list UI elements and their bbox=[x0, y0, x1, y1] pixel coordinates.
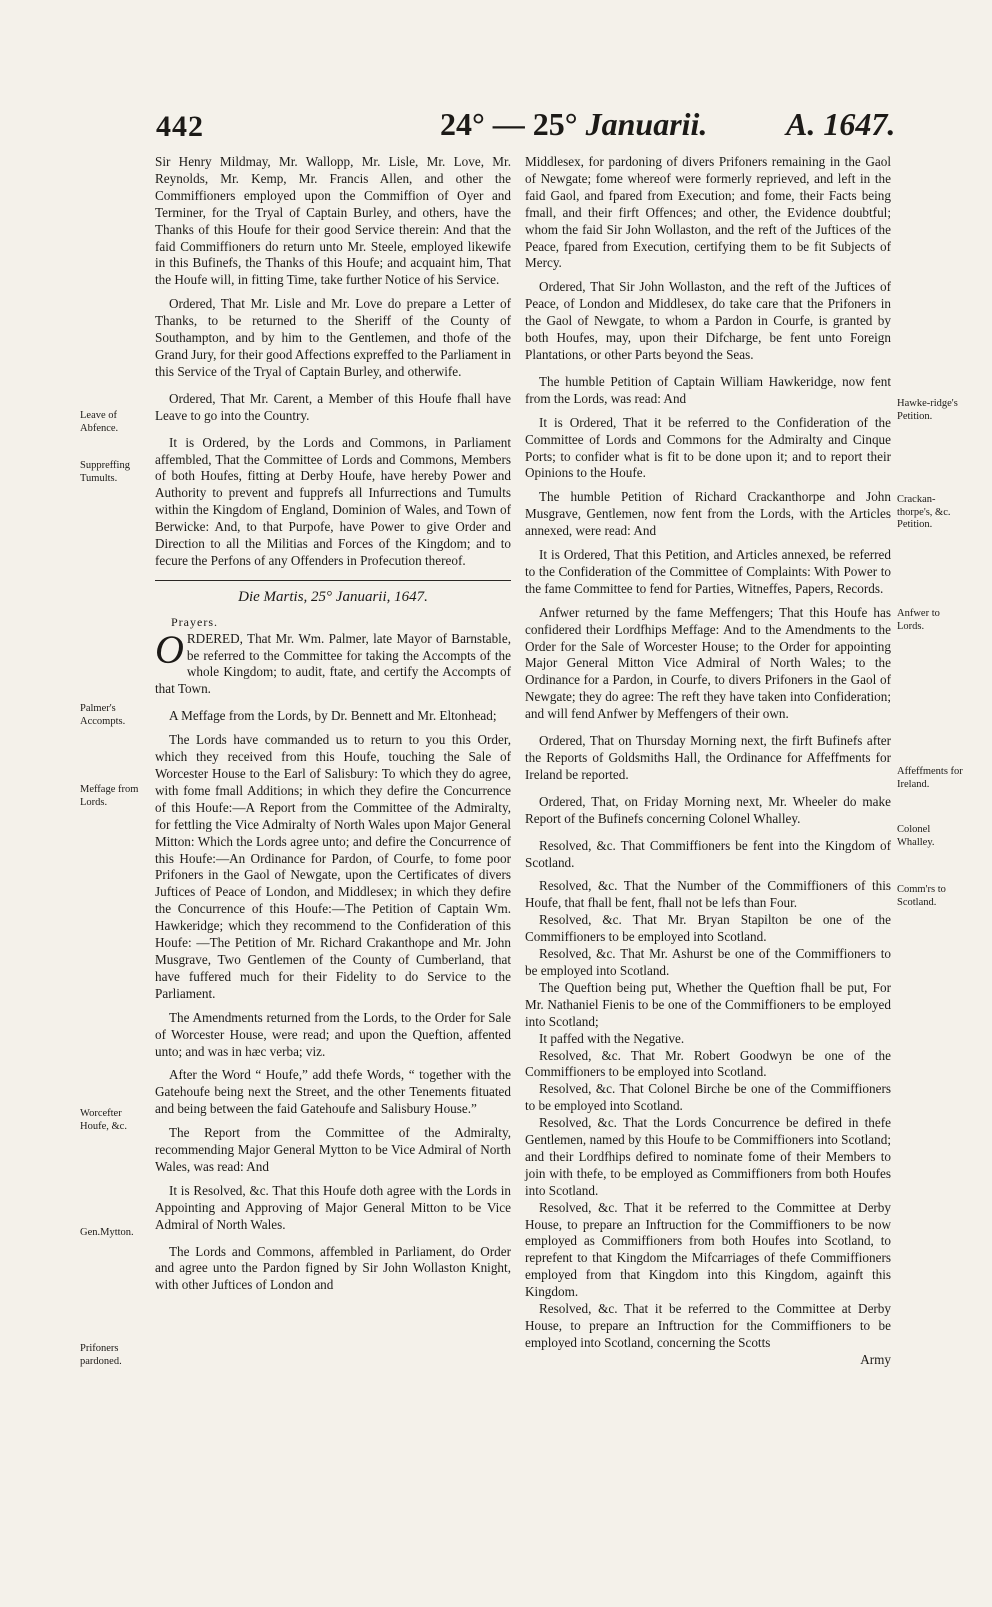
paragraph: The Lords have commanded us to return to you this Order, which they received from this Houfe, touching the Sale of Worcester House to the Earl of Salisbury: To which they do agree, with fome fmall Additions; in which they defire the Concurrence of this Houfe:—A Report from the Committee of the Admiralty, for fettling the Vice Admiralty of North Wales upon Major General Mitton: Which the Lords agree unto; and defire the Concurrence of this Houfe:—An Ordinance for Pardon, of Courfe, to fome poor Prifoners in the Gaol of Newgate, upon the Certificates of divers Juftices of Peace of London, and Middlesex; in which they defire the Concurrence of this Houfe:—The Petition of Captain Wm. Hawkeridge; which they recommend to the Confideration of this Houfe: —The Petition of Mr. Richard Crakanthope and Mr. John Musgrave, Two Gentlemen of the County of Cumberland, that have fuffered much for their Fidelity to do Service to the Parliament. bbox=[155, 732, 511, 1001]
paragraph: The Lords and Commons, affembled in Parliament, do Order and agree unto the Pardon figned by Sir John Wollaston Knight, with other Juftices of London and bbox=[155, 1243, 511, 1293]
paragraph: Resolved, &c. That Mr. Ashurst be one of the Commiffioners to be employed into Scotland. bbox=[525, 946, 891, 978]
paragraph: Resolved, &c. That the Number of the Commiffioners of this Houfe, that fhall be fent, fhall not be lefs than Four. bbox=[525, 878, 891, 911]
margin-note-mytton: Gen.Mytton. bbox=[80, 1227, 134, 1238]
header-month: Januarii. bbox=[585, 106, 708, 142]
paragraph: Resolved, &c. That Mr. Robert Goodwyn be one of the Commiffioners to be employed into Scotland. bbox=[525, 1047, 891, 1080]
paragraph: The Amendments returned from the Lords, to the Order for Sale of Worcester House, were read; and upon the Queftion, affented unto; and was in hæc verba; viz. bbox=[155, 1009, 511, 1059]
header-date bbox=[440, 106, 707, 143]
paragraph: Ordered, That Sir John Wollaston, and the reft of the Juftices of Peace, of London and Middlesex, do take care that the Prifoners in the Gaol of Newgate, to whom a Pardon in Courfe, is granted by both Houfes, may, upon their Difcharge, be fent unto Foreign Plantations, or other Parts beyond the Seas. bbox=[525, 279, 891, 362]
paragraph: It paffed with the Negative. bbox=[539, 1030, 685, 1046]
right-column bbox=[525, 154, 891, 1369]
margin-note-whalley: Colonel Whalley. bbox=[897, 824, 935, 848]
paragraph: Ordered, That Mr. Lisle and Mr. Love do prepare a Letter of Thanks, to be returned to the Sheriff of the County of Southampton, and by him to the Gentlemen, and thofe of the Grand Jury, for their good Affections expreffed to the Parliament in this Service of the Tryal of Captain Burley, and otherwife. bbox=[155, 296, 511, 379]
catchword: Army bbox=[860, 1351, 891, 1367]
prayers-heading: Prayers. bbox=[171, 614, 218, 629]
section-divider bbox=[155, 580, 511, 581]
margin-note-palmer: Palmer's Accompts. bbox=[80, 703, 126, 727]
section-title: Die Martis, 25° Januarii, 1647. bbox=[238, 588, 428, 605]
margin-note-worcester: Worcefter Houfe, &c. bbox=[80, 1108, 127, 1132]
header-day-range: 24° — 25° bbox=[440, 106, 578, 142]
paragraph: After the Word “ Houfe,” add thefe Words, “ together with the Gatehoufe being next the Street, and the other Tenements fituated and being between the faid Gatehoufe and Salisbury House.” bbox=[155, 1067, 511, 1117]
margin-note-hawkeridge: Hawke-ridge's Petition. bbox=[897, 398, 958, 422]
paragraph: Resolved, &c. That the Lords Concurrence be defired in thefe Gentlemen, named by this Houfe to be Commiffioners into Scotland; and their Lordfhips defired to nominate fome of their Members to join with thefe, to be employed as Commiffioners from both Houfes into Scotland. bbox=[525, 1115, 891, 1198]
paragraph: Resolved, &c. That Mr. Bryan Stapilton be one of the Commiffioners to be employed into Scotland. bbox=[525, 912, 891, 945]
paragraph: Sir Henry Mildmay, Mr. Wallopp, Mr. Lisle, Mr. Love, Mr. Reynolds, Mr. Kemp, Mr. Francis Allen, and other the Commiffioners employed upon the Commiffion of Oyer and Terminer, for the Tryal of Captain Burley, and others, have the Thanks of this Houfe for their good Service therein: And that the faid Commiffioners do return unto Mr. Steele, employed likewife in this Bufinefs, the Thanks of this Houfe; and acquaint him, That the Houfe will, in fitting Time, take further Notice of his Service. bbox=[155, 154, 511, 288]
page-header bbox=[0, 106, 992, 150]
paragraph: Resolved, &c. That Colonel Birche be one of the Commiffioners to be employed into Scotland. bbox=[525, 1081, 891, 1114]
paragraph: The Queftion being put, Whether the Queftion fhall be put, For Mr. Nathaniel Fienis to be one of the Commiffioners to be employed into Scotland; bbox=[525, 979, 891, 1029]
margin-note-assessments: Affeffments for Ireland. bbox=[897, 766, 963, 790]
paragraph: Middlesex, for pardoning of divers Prifoners remaining in the Gaol of Newgate; fome whereof were formerly reprieved, and left in the faid Gaol, and fpared from Execution; and fome, their Facts being fmall, and their firft Offences; and other, the Evidence doubtful; whom the faid Sir John Wollaston, and the reft of the Juftices of the Peace, fpared from Execution, certifying them to be fit Subjects of Mercy. bbox=[525, 154, 891, 271]
paragraph: The humble Petition of Richard Crackanthorpe and John Musgrave, Gentlemen, now fent from the Lords, with the Articles annexed, were read: And bbox=[525, 489, 891, 539]
paragraph: Ordered, That, on Friday Morning next, Mr. Wheeler do make Report of the Bufinefs concerning Colonel Whalley. bbox=[525, 793, 891, 826]
paragraph: The Report from the Committee of the Admiralty, recommending Major General Mytton to be Vice Admiral of North Wales, was read: And bbox=[155, 1125, 511, 1174]
margin-note-leave: Leave of Abfence. bbox=[80, 410, 119, 434]
ordered-paragraph bbox=[155, 626, 511, 699]
margin-note-message: Meffage from Lords. bbox=[80, 784, 139, 808]
paragraph: Ordered, That Mr. Carent, a Member of this Houfe fhall have Leave to go into the Country. bbox=[155, 390, 511, 423]
paragraph: A Meffage from the Lords, by Dr. Bennett and Mr. Eltonhead; bbox=[169, 708, 497, 724]
paragraph: It is Resolved, &c. That this Houfe doth agree with the Lords in Appointing and Approving of Major General Mitton to be Vice Admiral of North Wales. bbox=[155, 1182, 511, 1232]
paragraph: It is Ordered, by the Lords and Commons, in Parliament affembled, That the Committee of Lords and Commons, Members of both Houfes, fitting at Derby Houfe, have hereby Power and Authority to prevent and fupprefs all Infurrections and Tumults within the Kingdom of England, Dominion of Wales, and Town of Berwicke: And, to that Purpofe, have Power to give Order and Direction to all the Militias and Forces of the Kingdom; and to fecure the Perfons of any Offenders in Profecution thereof. bbox=[155, 434, 511, 568]
left-column bbox=[155, 154, 511, 1301]
paragraph: RDERED, That Mr. Wm. Palmer, late Mayor of Barnstable, be referred to the Committee for taking the Accompts of the whole Kingdom; to audit, ftate, and certify the Accompts of that Town. bbox=[155, 630, 511, 697]
paragraph: The humble Petition of Captain William Hawkeridge, now fent from the Lords, was read: And bbox=[525, 373, 891, 406]
paragraph: Resolved, &c. That it be referred to the Committee at Derby House, to prepare an Inftruction for the Commiffioners to be employed into Scotland, concerning the Scotts bbox=[525, 1301, 891, 1350]
margin-note-answer: Anfwer to Lords. bbox=[897, 608, 940, 632]
margin-note-tumults: Suppreffing Tumults. bbox=[80, 460, 130, 484]
header-year: A. 1647. bbox=[786, 106, 896, 142]
drop-cap: O bbox=[155, 626, 184, 672]
margin-note-prisoners: Prifoners pardoned. bbox=[80, 1343, 122, 1367]
paragraph: Anfwer returned by the fame Meffengers; That this Houfe has confidered their Lordfhips Meffage: And to the Amendments to the Order for the Sale of Worcester House; to the Order for appointing Major General Mitton Vice Admiral of North Wales; to the Ordinance for a Pardon, in Courfe, to divers Prifoners in the Gaol of Newgate; they do agree: The reft they have taken into Confideration; and will fend Anfwer by Meffengers of their own. bbox=[525, 604, 891, 722]
page-number: 442 bbox=[156, 110, 204, 143]
margin-note-crackanthorpe: Crackan-thorpe's, &c. Petition. bbox=[897, 494, 951, 530]
paragraph: It is Ordered, That this Petition, and Articles annexed, be referred to the Confideration of the Committee of Complaints: With Power to the fame Committee to fend for Parties, Witneffes, Papers, Records. bbox=[525, 547, 891, 596]
paragraph: Resolved, &c. That it be referred to the Committee at Derby House, to prepare an Inftruction for the Commiffioners to be now employed as Commiffioners from both Houfes into Scotland, to reprefent to that Kingdom the Mifcarriages of thefe Commiffioners employed from that Kingdom into this Kingdom, againft this Kingdom. bbox=[525, 1199, 891, 1300]
margin-note-scotland: Comm'rs to Scotland. bbox=[897, 884, 946, 908]
paragraph: Resolved, &c. That Commiffioners be fent into the Kingdom of Scotland. bbox=[525, 837, 891, 870]
paragraph: It is Ordered, That it be referred to the Confideration of the Committee of Lords and Commons for the Admiralty and Cinque Ports; to confider what is fit to be done upon it; and to report their Opinions to the Houfe. bbox=[525, 414, 891, 481]
paragraph: Ordered, That on Thursday Morning next, the firft Bufinefs after the Reports of Goldsmiths Hall, the Ordinance for Affeffments for Ireland be reported. bbox=[525, 733, 891, 782]
